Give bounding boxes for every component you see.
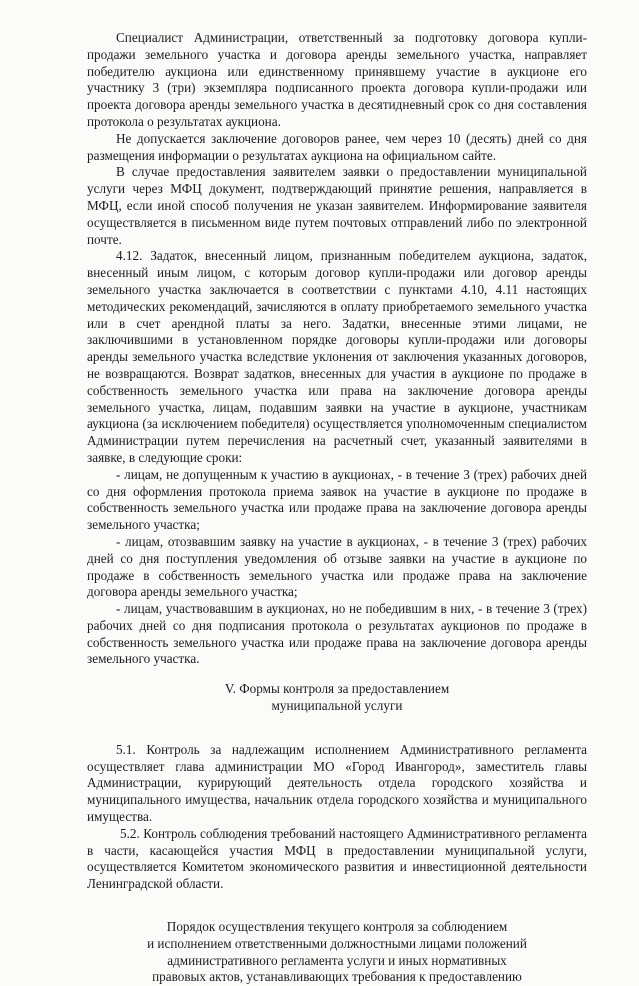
paragraph-5-2: 5.2. Контроль соблюдения требований настоящего Административного регламента в части, касающейся участия МФЦ в предоставлении муниципальной услуги, осуществляется Комитетом экономического развития и инвестиционной деятельности Ленинградской области.: [87, 825, 587, 892]
list-item-withdrawn: - лицам, отозвавшим заявку на участие в аукционах, - в течение 3 (трех) рабочих дней со дня поступления уведомления об отзыве заявки на участие в аукционе по продаже в собственность земельного участка или продаже права на заключение договора аренды земельного участка;: [87, 533, 587, 600]
list-item-not-admitted: - лицам, не допущенным к участию в аукционах, - в течение 3 (трех) рабочих дней со дня оформления протокола приема заявок на участие в аукционе по продаже в собственность земельного участка или продаже права на заключение договора аренды земельного участка;: [87, 466, 587, 533]
paragraph-4-12-deposit: 4.12. Задаток, внесенный лицом, признанным победителем аукциона, задаток, внесенный иным лицом, с которым договор купли-продажи или договор аренды земельного участка заключается в соответствии с пунктами 4.10, 4.11 настоящих методических рекомендаций, зачисляются в оплату приобретаемого земельного участка или в счет арендной платы за него. Задатки, внесенные этими лицами, не заключившими в установленном порядке договоры купли-продажи или договоры аренды земельного участка вследствие уклонения от заключения указанных договоров, не возвращаются. Возврат задатков, внесенных для участия в аукционе по продаже в собственность земельного участка или права на заключение договора аренды земельного участка, лицам, подавшим заявки на участие в аукционе, участникам аукциона (за исключением победителя) осуществляется уполномоченным специалистом Администрации путем перечисления на расчетный счет, указанный заявителями в заявке, в следующие сроки:: [87, 248, 587, 465]
paragraph-contract-timing: Не допускается заключение договоров ранее, чем через 10 (десять) дней со дня размещения информации о результатах аукциона на официальном сайте.: [87, 130, 587, 163]
subsection-heading-line1: Порядок осуществления текущего контроля за соблюдением: [166, 919, 508, 935]
section-v-heading-line1: V. Формы контроля за предоставлением: [224, 681, 450, 697]
subsection-heading: [87, 919, 587, 986]
list-item-not-winners: - лицам, участвовавшим в аукционах, но не победившим в них, - в течение 3 (трех) рабочих дней со дня подписания протокола о результатах аукционов по продаже в собственность земельного участка или продаже права на заключение договора аренды земельного участка.: [87, 601, 587, 667]
subsection-heading-line3: административного регламента услуги и иных нормативных: [167, 952, 507, 968]
paragraph-contract-preparation: Специалист Администрации, ответственный за подготовку договора купли-продажи земельного участка и договора аренды земельного участка, направляет победителю аукциона или единственному принявшему участие в аукционе его участнику 3 (три) экземпляра подписанного проекта договора купли-продажи или проекта договора аренды земельного участка в десятидневный срок со дня составления протокола о результатах аукциона.: [87, 30, 587, 129]
paragraph-mfc-delivery: В случае предоставления заявителем заявки о предоставлении муниципальной услуги через МФЦ документ, подтверждающий принятие решения, направляется в МФЦ, если иной способ получения не указан заявителем. Информирование заявителя осуществляется в письменном виде путем почтовых отправлений либо по электронной почте.: [87, 164, 587, 247]
subsection-heading-line4: правовых актов, устанавливающих требования к предоставлению: [152, 969, 522, 985]
paragraph-5-1: 5.1. Контроль за надлежащим исполнением Административного регламента осуществляет глава администрации МО «Город Ивангород», заместитель главы Администрации, курирующий деятельность отдела городского хозяйства и муниципального имущества, начальник отдела городского хозяйства и муниципального имущества.: [87, 741, 587, 825]
section-v-heading-line2: муниципальной услуги: [271, 698, 403, 714]
subsection-heading-line2: и исполнением ответственными должностными лицами положений: [147, 935, 527, 951]
section-v-heading: [87, 681, 587, 715]
